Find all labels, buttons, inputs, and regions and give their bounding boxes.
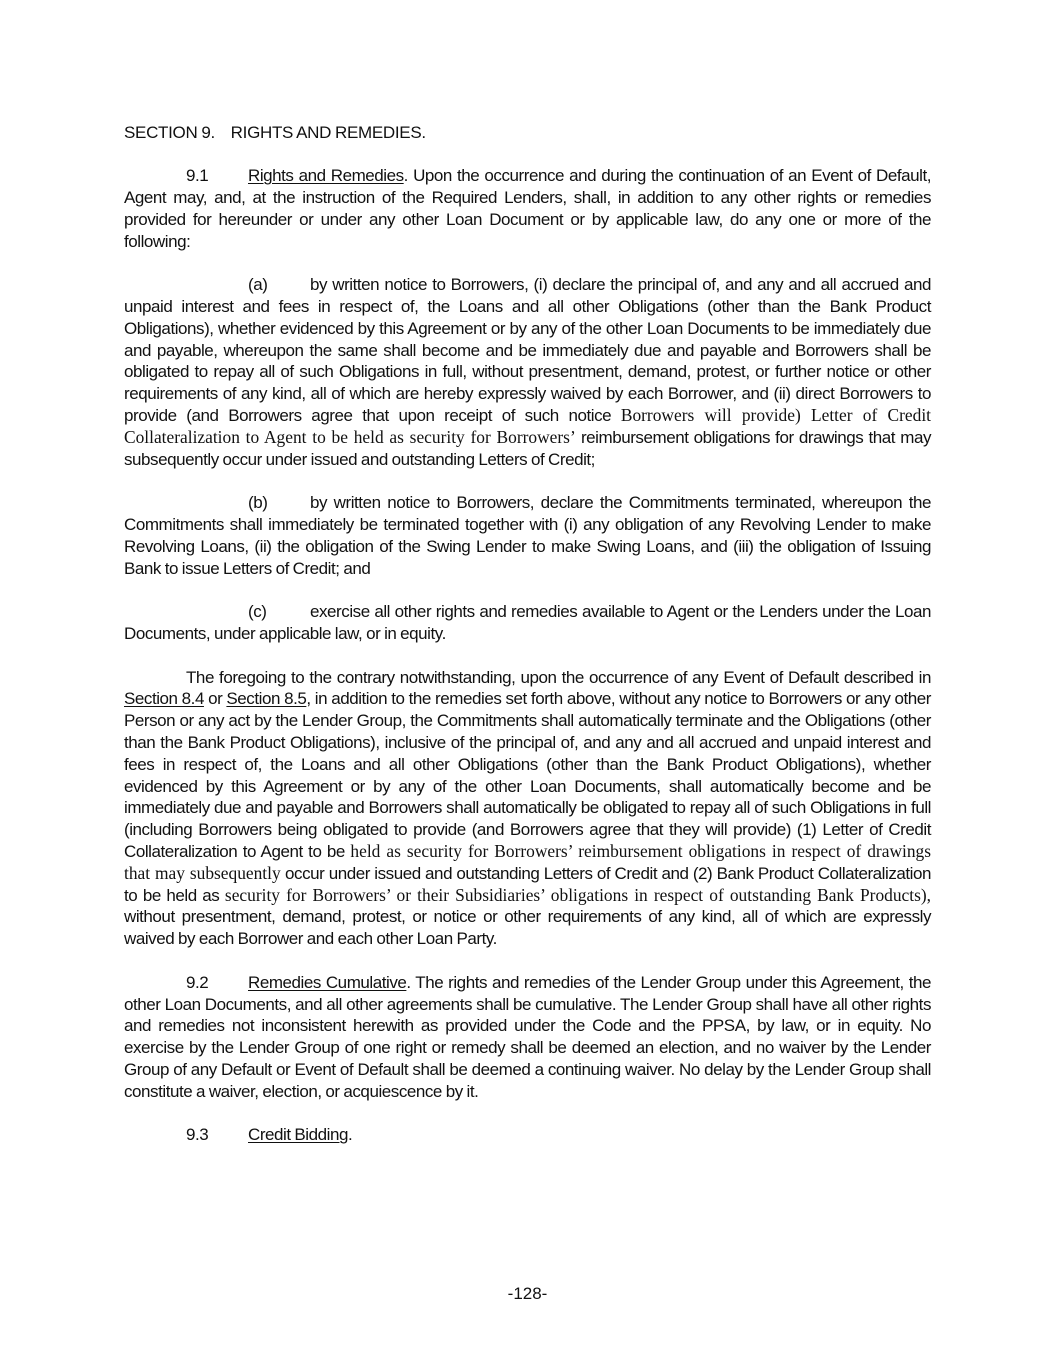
- paragraph-text: without presentment, demand, protest, or notice or other requirements of any kind, all of which are expressly waived by each Borrower and each other Loan Party.: [124, 907, 931, 949]
- paragraph-text: , in addition to the remedies set forth above, without any notice to Borrowers or any other Person or any act by the Lender Group, the Commitments shall automatically terminate and the Obligations (other than the Bank Product Obligations), inclusive of the principal of, and any and all accrued and unpaid interest and fees in respect of, the Loans and all other Obligations (other than the Bank Product Obligations), whether evidenced by this Agreement or by any of the other Loan Documents, shall automatically become and be immediately due and payable and Borrowers shall automatically be obligated to repay all of such Obligations in full (including Borrowers being obligated to provide (and Borrowers agree that they will provide) (1) Letter of Credit Collateralization to Agent to be: [124, 689, 931, 861]
- subclause-text-cont: reimbursement obligations for drawings that may subsequently occur under issued and outstanding Letters of Credit;: [124, 427, 931, 469]
- clause-heading: Remedies Cumulative: [248, 972, 407, 992]
- subclause-b: [124, 492, 931, 579]
- subclause-label: (a): [248, 275, 268, 295]
- subclause-text: by written notice to Borrowers, (i) declare the principal of, and any and all accrued and unpaid interest and fees in respect of, the Loans and all other Obligations (other than the Bank Product Obligations), whether evidenced by this Agreement or by any of the other Loan Documents to be immediately due and payable, whereupon the same shall become and be immediately due and payable and Borrowers shall be obligated to repay all of such Obligations in full, without presentment, demand, protest, or further notice or other requirements of any kind, all of which are hereby expressly waived by each Borrower, and (ii) direct Borrowers to provide (and Borrowers agree that upon receipt of such notice: [124, 275, 931, 426]
- subclause-a: [124, 274, 931, 470]
- document-page: [124, 122, 931, 1146]
- paragraph-9-2: [124, 972, 931, 1103]
- clause-number: 9.3: [186, 1125, 209, 1145]
- cross-reference-section-8-5: Section 8.5: [226, 689, 307, 709]
- paragraph-text-serif: held as security for Borrowers’ reimbursement obligations in respect of drawings that may subsequently: [124, 841, 931, 883]
- paragraph-text: The foregoing to the contrary notwithstanding, upon the occurrence of any Event of Default described in: [186, 667, 931, 687]
- cross-reference-section-8-4: Section 8.4: [124, 689, 204, 709]
- paragraph-foregoing: [124, 667, 931, 950]
- paragraph-text-serif: security for Borrowers’ or their Subsidiaries’ obligations in respect of outstanding Bank Products),: [224, 884, 931, 905]
- subclause-text: by written notice to Borrowers, declare the Commitments terminated, whereupon the Commitments shall immediately be terminated together with (i) any obligation of any Revolving Lender to make Revolving Loans, (ii) the obligation of the Swing Lender to make Swing Loans, and (iii) the obligation of Issuing Bank to issue Letters of Credit; and: [124, 493, 931, 578]
- section-number: SECTION 9.: [124, 123, 215, 142]
- subclause-text: exercise all other rights and remedies available to Agent or the Lenders under the Loan Documents, under applicable law, or in equity.: [124, 602, 931, 644]
- clause-heading: Rights and Remedies: [248, 166, 404, 186]
- paragraph-text: occur under issued and outstanding Letters of Credit and (2) Bank Product Collateralization to be held as: [124, 863, 931, 905]
- paragraph-9-1: [124, 165, 931, 252]
- clause-heading: Credit Bidding: [248, 1125, 348, 1145]
- clause-number: 9.2: [186, 972, 209, 992]
- clause-text: . Upon the occurrence and during the continuation of an Event of Default, Agent may, and, at the instruction of the Required Lenders, shall, in addition to any other rights or remedies provided for hereunder or under any other Loan Document or by applicable law, do any one or more of the following:: [124, 166, 931, 251]
- section-heading: [124, 122, 931, 144]
- paragraph-9-3: [124, 1124, 931, 1146]
- page-number: -128-: [507, 1284, 548, 1303]
- clause-text: .: [347, 1125, 353, 1145]
- subclause-label: (c): [248, 602, 267, 622]
- subclause-text-serif: Borrowers will provide) Letter of Credit Collateralization to Agent to be held as security for Borrowers’: [124, 405, 931, 447]
- subclause-label: (b): [248, 493, 268, 513]
- subclause-c: [124, 601, 931, 645]
- section-title: RIGHTS AND REMEDIES.: [230, 123, 426, 142]
- paragraph-text: or: [203, 689, 227, 709]
- clause-text: . The rights and remedies of the Lender Group under this Agreement, the other Loan Documents, and all other agreements shall be cumulative. The Lender Group shall have all other rights and remedies not inconsistent herewith as provided under the Code and the PPSA, by law, or in equity. No exercise by the Lender Group of one right or remedy shall be deemed an election, and no waiver by the Lender Group of any Default or Event of Default shall be deemed a continuing waiver. No delay by the Lender Group shall constitute a waiver, election, or acquiescence by it.: [124, 972, 931, 1101]
- clause-number: 9.1: [186, 166, 209, 186]
